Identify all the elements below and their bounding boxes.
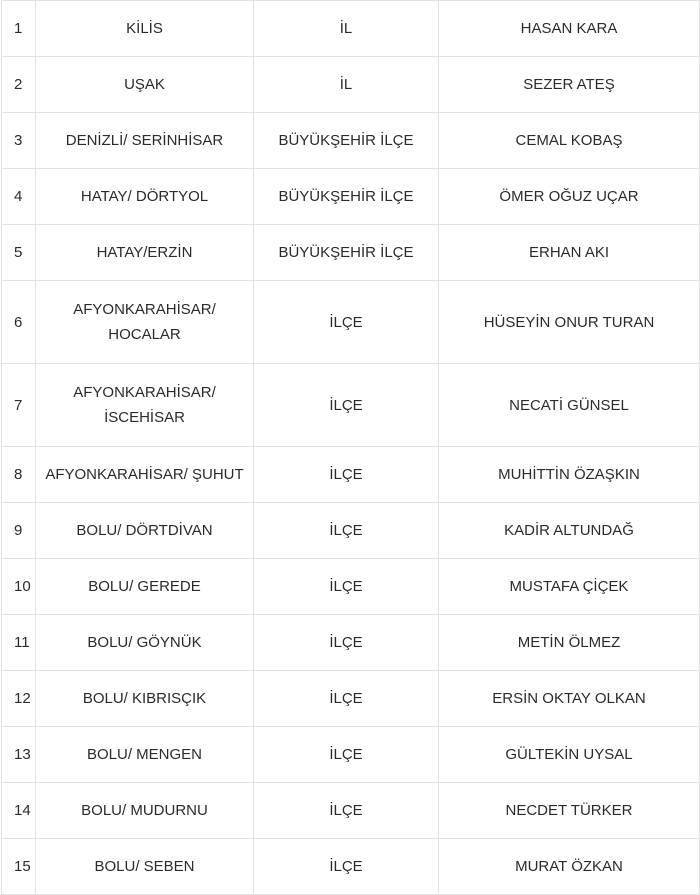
table-row [2,447,700,503]
name-cell: GÜLTEKİN UYSAL [439,727,700,783]
name-cell: ERSİN OKTAY OLKAN [439,671,700,727]
place-cell: BOLU/ GÖYNÜK [36,615,254,671]
type-cell: İLÇE [254,671,439,727]
place-cell: UŞAK [36,57,254,113]
table-row [2,57,700,113]
row-number: 13 [2,727,36,783]
table-row [2,503,700,559]
table-row [2,1,700,57]
type-cell: İLÇE [254,839,439,895]
name-cell: ERHAN AKI [439,225,700,281]
type-cell: İLÇE [254,727,439,783]
place-cell: BOLU/ DÖRTDİVAN [36,503,254,559]
name-cell: NECDET TÜRKER [439,783,700,839]
place-cell: HATAY/ DÖRTYOL [36,169,254,225]
row-number: 8 [2,447,36,503]
table-row [2,671,700,727]
table-row [2,364,700,447]
table-row [2,783,700,839]
name-cell: METİN ÖLMEZ [439,615,700,671]
row-number: 7 [2,364,36,447]
type-cell: İLÇE [254,281,439,364]
table-row [2,225,700,281]
place-cell: BOLU/ SEBEN [36,839,254,895]
place-cell: BOLU/ MUDURNU [36,783,254,839]
place-cell: HATAY/ERZİN [36,225,254,281]
row-number: 4 [2,169,36,225]
name-cell: NECATİ GÜNSEL [439,364,700,447]
type-cell: İL [254,1,439,57]
row-number: 11 [2,615,36,671]
row-number: 1 [2,1,36,57]
place-cell: AFYONKARAHİSAR/ İSCEHİSAR [36,364,254,447]
type-cell: İLÇE [254,615,439,671]
row-number: 6 [2,281,36,364]
name-cell: HÜSEYİN ONUR TURAN [439,281,700,364]
name-cell: ÖMER OĞUZ UÇAR [439,169,700,225]
name-cell: KADİR ALTUNDAĞ [439,503,700,559]
name-cell: MUHİTTİN ÖZAŞKIN [439,447,700,503]
place-cell: AFYONKARAHİSAR/ HOCALAR [36,281,254,364]
type-cell: İLÇE [254,364,439,447]
row-number: 9 [2,503,36,559]
type-cell: İL [254,57,439,113]
type-cell: İLÇE [254,559,439,615]
row-number: 2 [2,57,36,113]
type-cell: İLÇE [254,503,439,559]
type-cell: İLÇE [254,447,439,503]
table-row [2,169,700,225]
table-row [2,559,700,615]
name-cell: MURAT ÖZKAN [439,839,700,895]
table-row [2,727,700,783]
results-table [1,0,700,895]
place-cell: BOLU/ MENGEN [36,727,254,783]
type-cell: BÜYÜKŞEHİR İLÇE [254,225,439,281]
row-number: 10 [2,559,36,615]
name-cell: SEZER ATEŞ [439,57,700,113]
type-cell: BÜYÜKŞEHİR İLÇE [254,169,439,225]
table-row [2,839,700,895]
place-cell: BOLU/ KIBRISÇIK [36,671,254,727]
place-cell: BOLU/ GEREDE [36,559,254,615]
name-cell: HASAN KARA [439,1,700,57]
place-cell: AFYONKARAHİSAR/ ŞUHUT [36,447,254,503]
name-cell: MUSTAFA ÇİÇEK [439,559,700,615]
table-row [2,615,700,671]
row-number: 3 [2,113,36,169]
type-cell: BÜYÜKŞEHİR İLÇE [254,113,439,169]
type-cell: İLÇE [254,783,439,839]
name-cell: CEMAL KOBAŞ [439,113,700,169]
row-number: 5 [2,225,36,281]
place-cell: KİLİS [36,1,254,57]
place-cell: DENİZLİ/ SERİNHİSAR [36,113,254,169]
row-number: 12 [2,671,36,727]
table-row [2,281,700,364]
table-row [2,113,700,169]
row-number: 14 [2,783,36,839]
row-number: 15 [2,839,36,895]
